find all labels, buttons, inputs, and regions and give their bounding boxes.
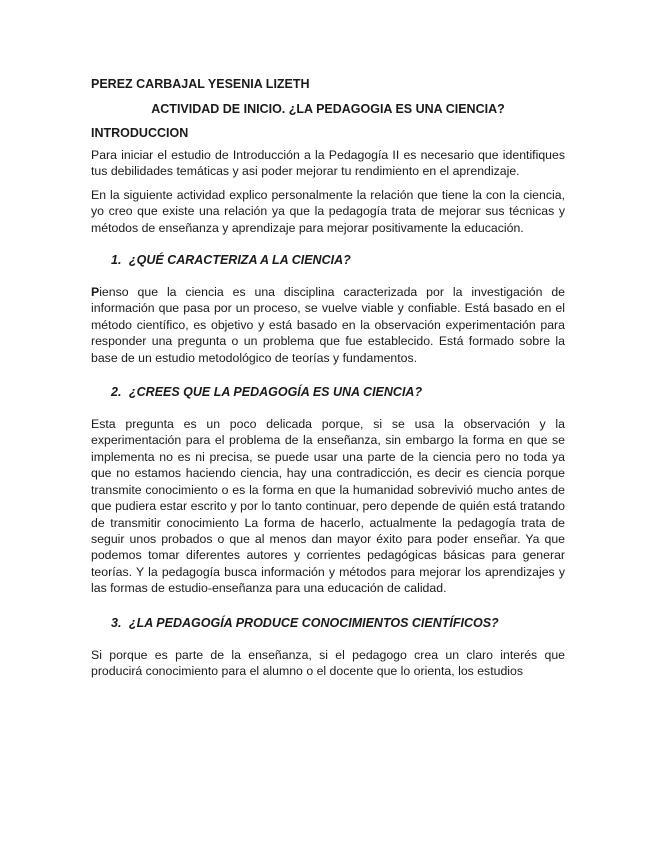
question-3-heading — [91, 615, 565, 631]
introduction-paragraph-1: Para iniciar el estudio de Introducción a la Pedagogía II es necesario que identifiques tus debilidades temáticas y asi poder mejorar tu rendimiento en el aprendizaje. — [91, 148, 565, 179]
question-3-number: 3. — [111, 615, 122, 630]
question-1-answer — [91, 284, 565, 366]
document-page — [91, 76, 565, 686]
question-3-answer: Si porque es parte de la enseñanza, si el pedagogo crea un claro interés que producirá conocimiento para el alumno o el docente que lo orienta, los estudios — [91, 647, 565, 678]
introduction-paragraph-2: En la siguiente actividad explico personalmente la relación que tiene la con la ciencia, yo creo que existe una relación ya que la pedagogía trata de mejorar sus técnicas y métodos de enseñanza y aprendizaje para mejorar positivamente la educación. — [91, 187, 565, 235]
introduction-heading: INTRODUCCION — [91, 126, 189, 140]
activity-title: ACTIVIDAD DE INICIO. ¿LA PEDAGOGIA ES UNA CIENCIA? — [151, 102, 505, 116]
question-2-title: ¿CREES QUE LA PEDAGOGÍA ES UNA CIENCIA? — [129, 385, 423, 400]
question-2-heading — [91, 384, 565, 400]
question-1-title: ¿QUÉ CARACTERIZA A LA CIENCIA? — [129, 253, 351, 268]
question-1-answer-lead: P — [91, 285, 100, 300]
question-1-answer-text: ienso que la ciencia es una disciplina caracterizada por la investigación de información que pasa por un proceso, se vuelve viable y confiable. Está basado en el método científico, es objetivo y está basado en la observación experimentación para responder una pregunta o un problema que fue establecido. Está formado sobre la base de un estudio metodológico de teorías y fundamentos. — [91, 285, 565, 365]
author-name: PEREZ CARBAJAL YESENIA LIZETH — [91, 77, 310, 91]
question-1-number: 1. — [111, 253, 122, 268]
question-2-number: 2. — [111, 385, 122, 400]
question-1-heading — [91, 252, 565, 268]
question-3-title: ¿LA PEDAGOGÍA PRODUCE CONOCIMIENTOS CIENTÍFICOS? — [129, 615, 499, 630]
question-2-answer: Esta pregunta es un poco delicada porque, si se usa la observación y la experimentación para el problema de la enseñanza, sin embargo la forma en que se implementa no es ni precisa, se puede usar una parte de la ciencia pero no toda ya que no estamos haciendo ciencia, hay una contradicción, es decir es ciencia porque transmite conocimiento o es la forma en que la humanidad sobrevivió mucho antes de que pudiera estar escrito y por lo tanto continuar, pero depende de quién está tratando de transmitir conocimiento La forma de hacerlo, actualmente la pedagogía trata de seguir unos probados o que al menos dan mayor éxito para poder enseñar. Ya que podemos tomar diferentes autores y corrientes pedagógicas básicas para generar teorías. Y la pedagogía busca información y métodos para mejorar los aprendizajes y las formas de estudio-enseñanza para una educación de calidad. — [91, 417, 565, 596]
